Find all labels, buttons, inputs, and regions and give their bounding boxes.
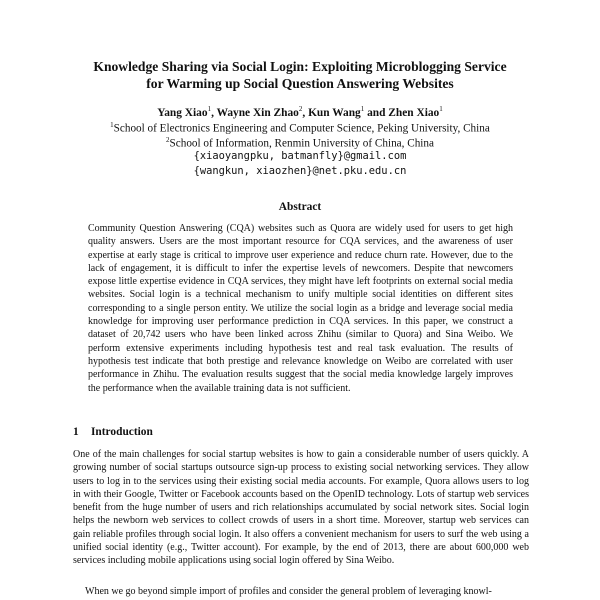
title-line-1: Knowledge Sharing via Social Login: Exploiting Microblogging Service — [93, 59, 507, 74]
author — [217, 107, 309, 119]
author-name: Kun Wang — [308, 106, 361, 119]
author-separator: , — [211, 106, 217, 119]
title-line-2: for Warming up Social Question Answering Websites — [146, 76, 454, 91]
author — [157, 107, 216, 119]
affiliation-mark: 2 — [166, 136, 170, 144]
author-separator: , — [302, 106, 309, 119]
author-affiliation-mark: 1 — [360, 105, 365, 113]
section-heading — [73, 426, 153, 438]
author-affiliation-mark: 1 — [207, 105, 212, 113]
affiliation-text: School of Information, Renmin University of China, China — [169, 137, 434, 150]
author-affiliation-mark: 1 — [439, 105, 443, 113]
author-name: Wayne Xin Zhao — [216, 106, 299, 119]
affiliation-text: School of Electronics Engineering and Computer Science, Peking University, China — [113, 122, 490, 135]
author-separator: and — [364, 106, 389, 119]
author — [388, 107, 442, 119]
affiliation-mark: 1 — [110, 121, 114, 129]
intro-paragraph-1: One of the main challenges for social startup websites is how to gain a considerable number of users quickly. A growing number of social startups outsource sign-up process to existing social networking services. They allow users to log in to the services using their existing social media accounts. For example, Quora allows users to log in with their Google, Twitter or Facebook accounts based on the OpenID technology. Lots of startup web services benefit from the huge number of users and rich relationships accumulated by social network sites. Social login helps the newborn web services to collect crowds of users in a short time. Moreover, startup web services can gain reliable profiles through social login. It also offers a convenient mechanism for users to surf the web using a unified social identity (e.g., Twitter account). For example, by the end of 2013, there are about 600,000 web services including mobile applications using social login offered by Sina Weibo. — [73, 449, 529, 567]
author — [308, 107, 388, 119]
abstract-text: Community Question Answering (CQA) websites such as Quora are widely used for users to get high quality answers. Users are the most important resource for CQA services, and the awareness of user expertise at early stage is critical to improve user experience and reduce churn rate. However, due to the lack of engagement, it is difficult to infer the expertise levels of newcomers. Despite that newcomers expose little expertise evidence in CQA services, they might have left footprints on external social media websites. Social login is a technical mechanism to unify multiple social identities on different sites corresponding to a single person entity. We utilize the social login as a bridge and leverage social media knowledge for improving user performance prediction in CQA services. In this paper, we construct a dataset of 20,742 users who have been linked across Zhihu (similar to Quora) and Sina Weibo. We perform extensive experiments including hypothesis test and real task evaluation. The results of hypothesis test indicate that both prestige and relevance knowledge on Weibo are correlated with user performance in Zhihu. The evaluation results suggest that the social media knowledge largely improves the performance when the available training data is not sufficient. — [88, 223, 513, 394]
abstract-heading: Abstract — [278, 201, 322, 213]
author-name: Yang Xiao — [157, 106, 208, 119]
author-affiliation-mark: 2 — [298, 105, 303, 113]
email-line-1: {xiaoyangpku, batmanfly}@gmail.com — [193, 150, 407, 162]
intro-paragraph-2: When we go beyond simple import of profiles and consider the general problem of leveraging knowl- — [85, 586, 492, 597]
section-number: 1 — [73, 426, 79, 438]
email-line-2: {wangkun, xiaozhen}@net.pku.edu.cn — [193, 165, 407, 177]
author-name: Zhen Xiao — [388, 106, 440, 119]
section-title: Introduction — [91, 426, 153, 438]
paper-title — [40, 58, 560, 92]
